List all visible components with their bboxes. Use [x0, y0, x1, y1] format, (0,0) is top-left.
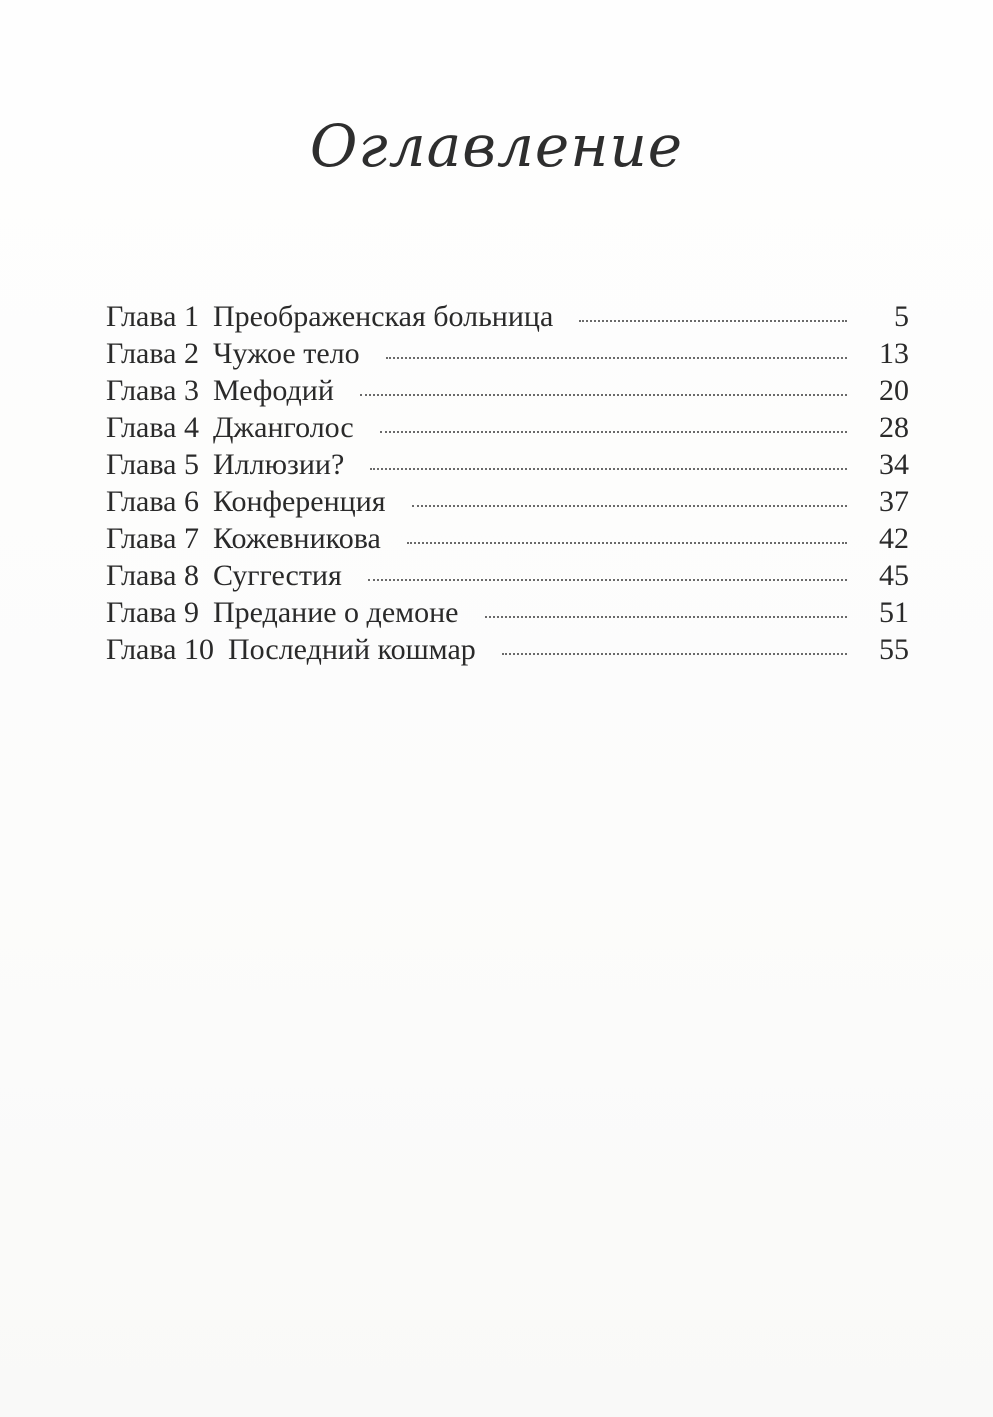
chapter-label: Глава 4 — [106, 411, 199, 444]
page-number: 45 — [879, 559, 909, 592]
chapter-title: Кожевникова — [212, 522, 381, 555]
page-number: 28 — [879, 411, 909, 444]
chapter-title: Джанголос — [212, 411, 354, 444]
chapter-label: Глава 8 — [106, 559, 199, 592]
chapter-title: Предание о демоне — [212, 596, 459, 629]
chapter-label: Глава 5 — [106, 448, 199, 481]
chapter-label: Глава 1 — [106, 300, 199, 333]
toc-entry — [106, 298, 909, 335]
chapter-title: Конференция — [212, 485, 386, 518]
dot-leader — [368, 579, 847, 581]
toc-entry — [106, 372, 909, 409]
page-number: 42 — [879, 522, 909, 555]
page-number: 13 — [879, 337, 909, 370]
chapter-label: Глава 10 — [106, 633, 214, 666]
page-number: 55 — [879, 633, 909, 666]
chapter-title: Суггестия — [212, 559, 342, 592]
toc-entry — [106, 409, 909, 446]
toc-entry — [106, 594, 909, 631]
dot-leader — [412, 505, 847, 507]
chapter-title: Последний кошмар — [227, 633, 476, 666]
toc-entry — [106, 631, 909, 668]
dot-leader — [502, 653, 847, 655]
chapter-title: Преображенская больница — [212, 300, 554, 333]
dot-leader — [380, 431, 847, 433]
dot-leader — [360, 394, 847, 396]
toc-entry — [106, 520, 909, 557]
chapter-title: Чужое тело — [212, 337, 360, 370]
dot-leader — [407, 542, 847, 544]
page-number: 20 — [879, 374, 909, 407]
page-number: 51 — [879, 596, 909, 629]
chapter-label: Глава 6 — [106, 485, 199, 518]
page-title: Оглавление — [309, 112, 684, 180]
chapter-label: Глава 2 — [106, 337, 199, 370]
chapter-label: Глава 7 — [106, 522, 199, 555]
page-number: 34 — [879, 448, 909, 481]
dot-leader — [370, 468, 847, 470]
chapter-title: Иллюзии? — [212, 448, 345, 481]
chapter-label: Глава 3 — [106, 374, 199, 407]
toc-entry — [106, 557, 909, 594]
page-number: 37 — [879, 485, 909, 518]
chapter-title: Мефодий — [212, 374, 334, 407]
dot-leader — [485, 616, 848, 618]
toc-entry — [106, 335, 909, 372]
dot-leader — [579, 320, 847, 322]
page-number: 5 — [894, 300, 909, 333]
chapter-label: Глава 9 — [106, 596, 199, 629]
dot-leader — [386, 357, 847, 359]
toc-entry — [106, 446, 909, 483]
table-of-contents — [106, 298, 909, 668]
toc-entry — [106, 483, 909, 520]
